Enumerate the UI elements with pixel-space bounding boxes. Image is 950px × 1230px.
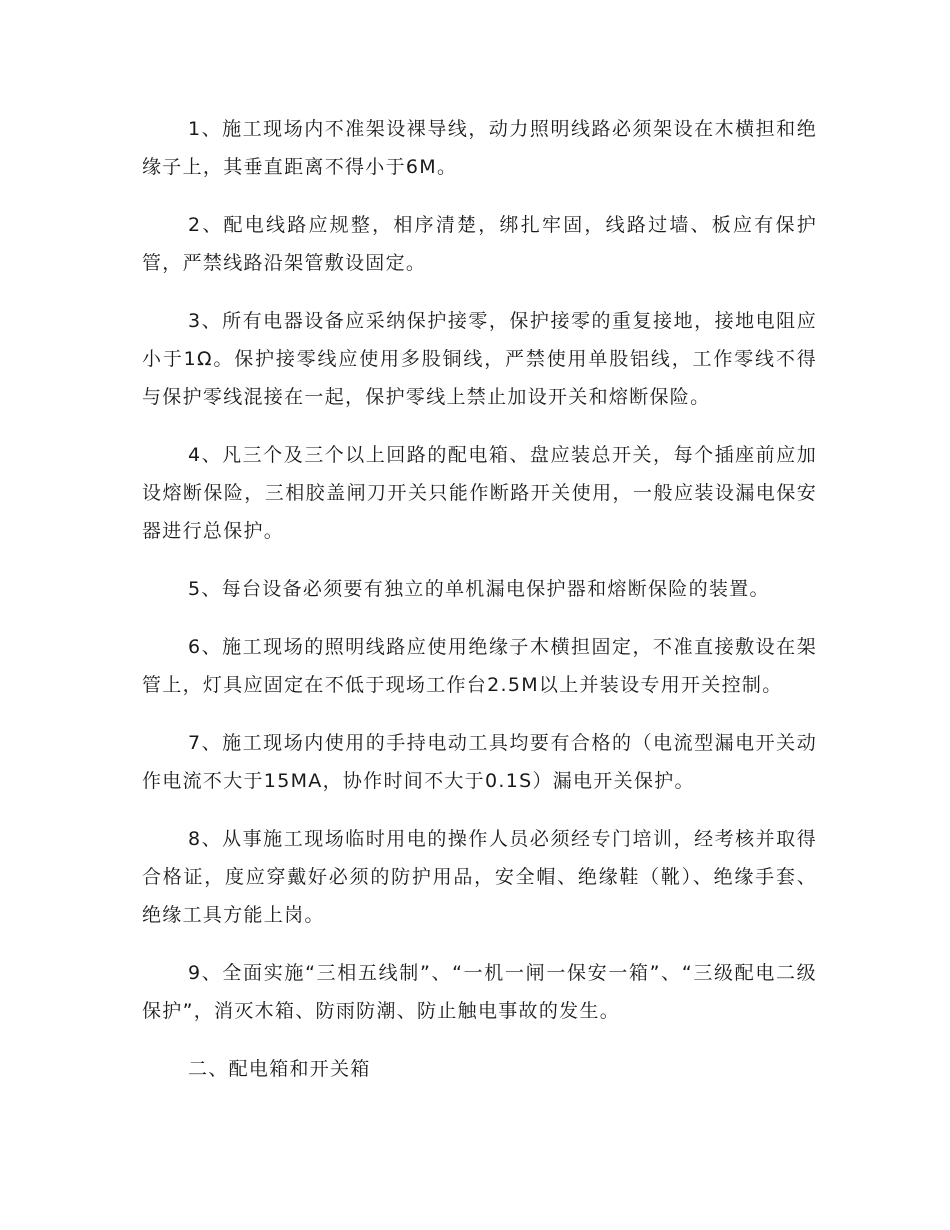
paragraph-3: 3、所有电器设备应采纳保护接零，保护接零的重复接地，接地电阻应小于1Ω。保护接零线应使用多股铜线，严禁使用单股铝线，工作零线不得与保护零线混接在一起，保护零线上禁止加设开关和熔断保险。: [142, 310, 817, 408]
paragraph-1: 1、施工现场内不准架设裸导线，动力照明线路必须架设在木横担和绝缘子上，其垂直距离不得小于6M。: [142, 118, 817, 178]
section-heading: 二、配电箱和开关箱: [188, 1058, 371, 1080]
document-body: [142, 110, 817, 1088]
paragraph-4: 4、凡三个及三个以上回路的配电箱、盘应装总开关，每个插座前应加设熔断保险，三相胶盖闸刀开关只能作断路开关使用，一般应装设漏电保安器进行总保护。: [142, 444, 817, 542]
paragraph-6: 6、施工现场的照明线路应使用绝缘子木横担固定，不准直接敷设在架管上，灯具应固定在不低于现场工作台2.5M以上并装设专用开关控制。: [142, 636, 817, 696]
paragraph-7: 7、施工现场内使用的手持电动工具均要有合格的（电流型漏电开关动作电流不大于15MA，协作时间不大于0.1S）漏电开关保护。: [142, 732, 817, 792]
paragraph-5: 5、每台设备必须要有独立的单机漏电保护器和熔断保险的装置。: [188, 578, 770, 600]
paragraph-2: 2、配电线路应规整，相序清楚，绑扎牢固，线路过墙、板应有保护管，严禁线路沿架管敷设固定。: [142, 214, 817, 274]
paragraph-8: 8、从事施工现场临时用电的操作人员必须经专门培训，经考核并取得合格证，度应穿戴好必须的防护用品，安全帽、绝缘鞋（靴）、绝缘手套、绝缘工具方能上岗。: [142, 828, 817, 926]
paragraph-9: 9、全面实施“三相五线制”、“一机一闸一保安一箱”、“三级配电二级保护”，消灭木箱、防雨防潮、防止触电事故的发生。: [142, 962, 817, 1022]
